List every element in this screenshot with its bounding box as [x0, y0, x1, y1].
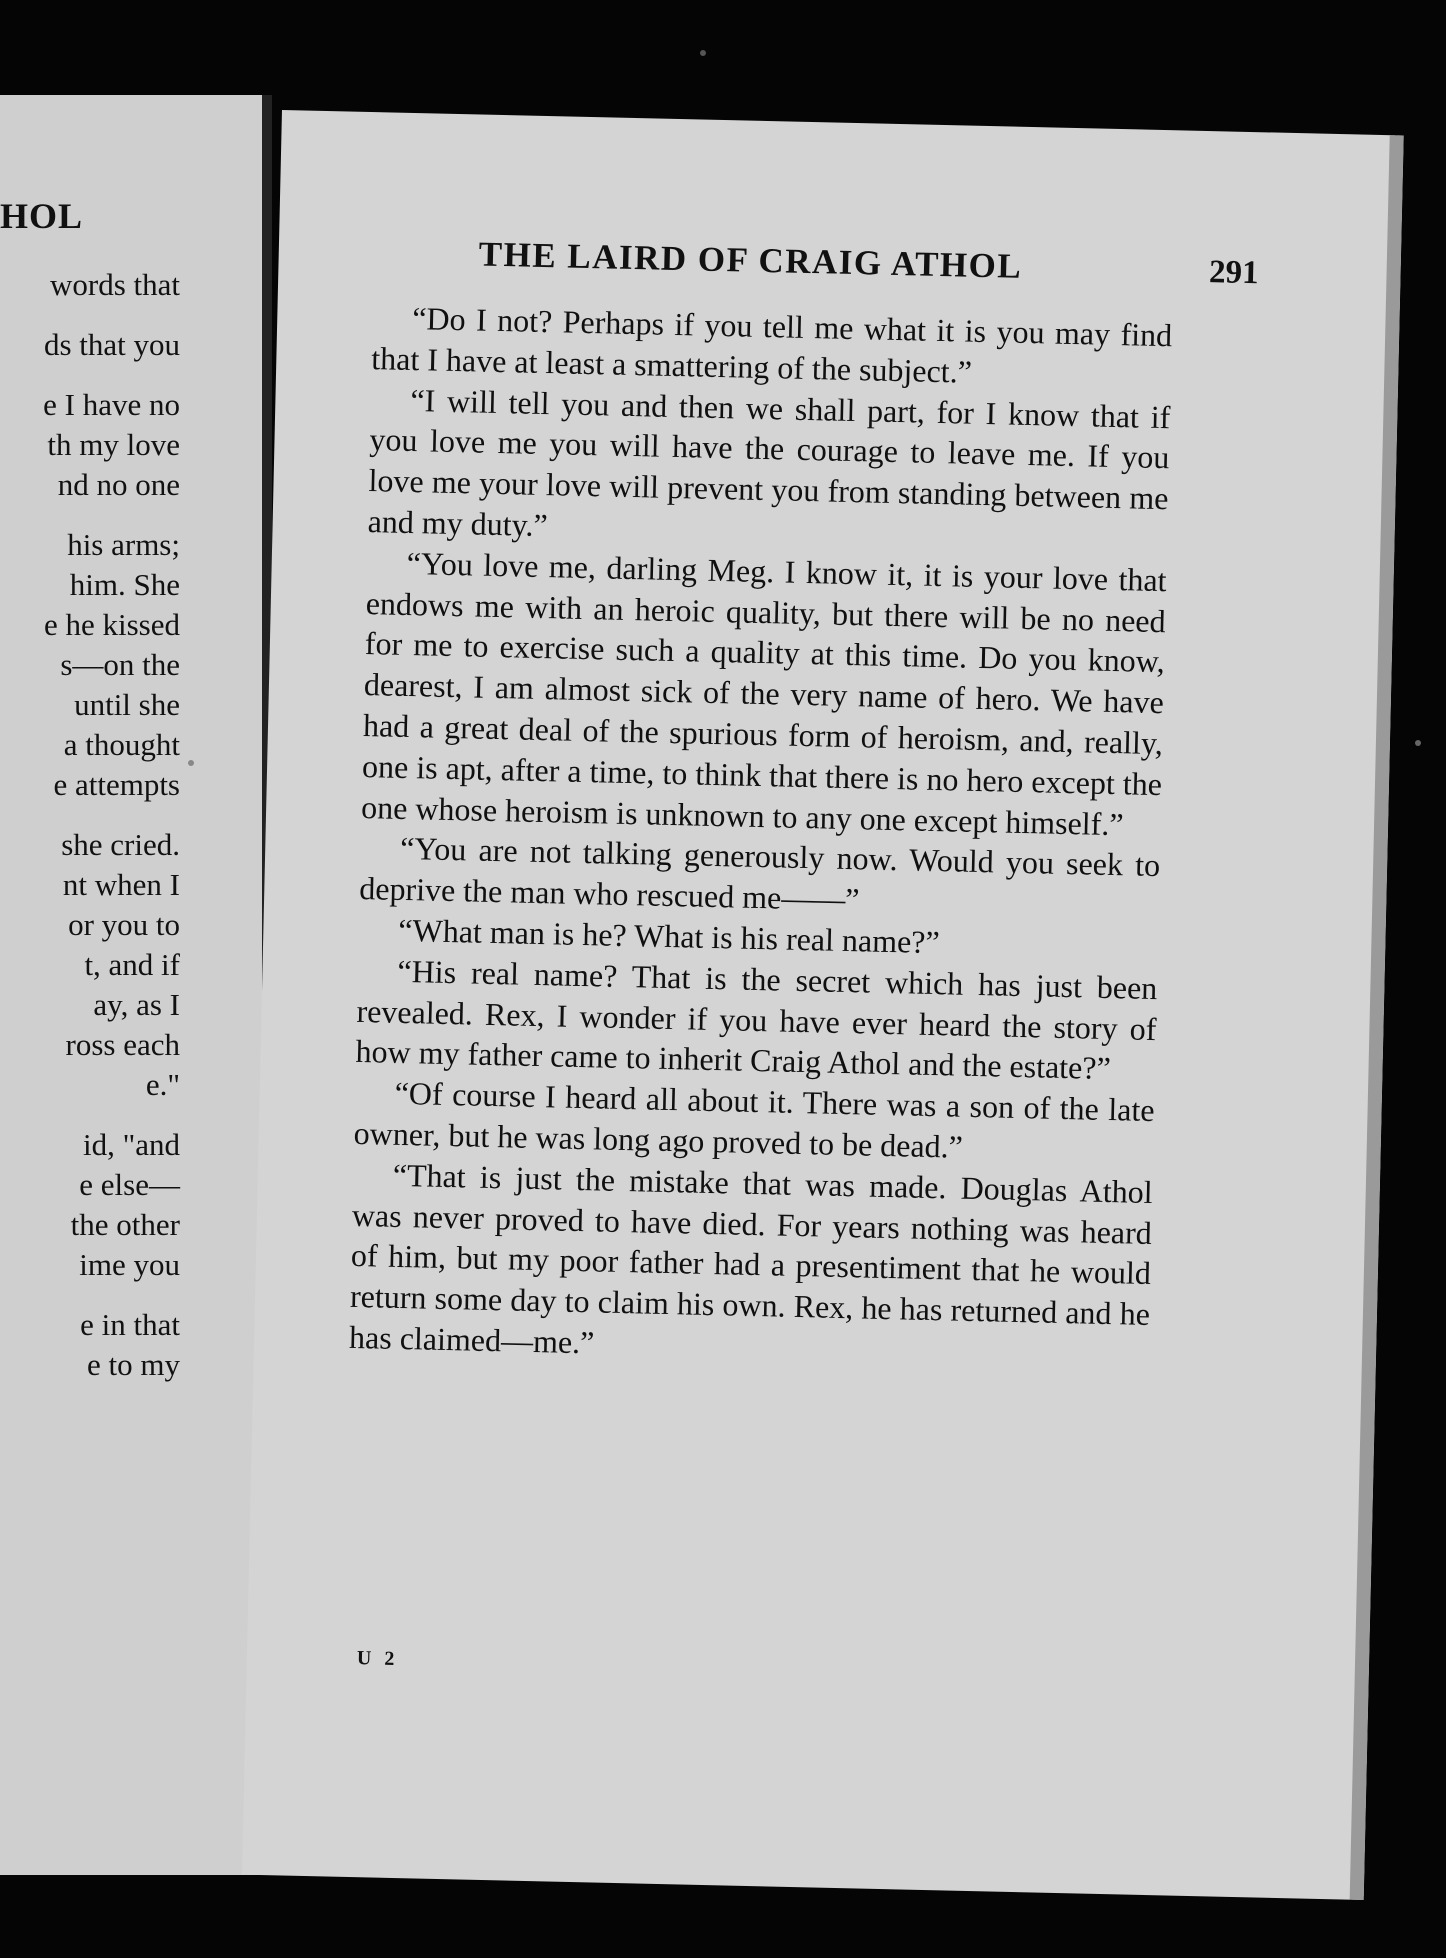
signature-mark: U 2: [356, 1647, 399, 1671]
previous-page-line: she cried.: [61, 827, 180, 862]
running-title: THE LAIRD OF CRAIG ATHOL: [478, 234, 1023, 286]
previous-page-line: his arms;: [67, 527, 180, 562]
previous-page-line: e I have no: [43, 387, 180, 422]
previous-page-line: e in that: [80, 1307, 180, 1342]
paragraph: “You are not talking generously now. Would you seek to deprive the man who rescued me——”: [358, 830, 1161, 918]
paragraph: “I will tell you and then we shall part, for I know that if you love me you will have the courage to leave me. If you love me your love will prevent you from standing between me and my duty.”: [367, 381, 1171, 544]
paragraph: “Do I not? Perhaps if you tell me what it is you may find that I have at least a smattering of the subject.”: [370, 300, 1173, 390]
previous-page-line: ime you: [79, 1247, 180, 1282]
previous-page-line: ross each: [65, 1027, 180, 1062]
previous-page-line: the other: [70, 1207, 180, 1242]
line-gap: [0, 305, 180, 325]
paragraph: “Of course I heard all about it. There was a son of the late owner, but he was long ago proved to be dead.”: [353, 1074, 1155, 1165]
line-gap: [0, 1285, 180, 1305]
current-page: [242, 110, 1404, 1900]
previous-page-line: t, and if: [84, 947, 180, 982]
previous-page-line: nt when I: [62, 867, 180, 902]
previous-page-line: him. She: [69, 567, 180, 602]
previous-page-line: e.": [145, 1067, 180, 1102]
paragraph: “His real name? That is the secret which has just been revealed. Rex, I wonder if you have ever heard the story of how my father came to inherit Craig Athol and the estate?”: [355, 952, 1158, 1087]
line-gap: [0, 365, 180, 385]
running-head: [478, 235, 1259, 293]
previous-page-line: id, "and: [82, 1127, 180, 1162]
line-gap: [0, 505, 180, 525]
previous-page: [0, 95, 272, 1875]
paragraph: “What man is he? What is his real name?”: [398, 911, 941, 961]
dust-speck: [1415, 740, 1421, 746]
dust-speck: [188, 760, 194, 766]
previous-page-text: [0, 265, 180, 1385]
previous-page-line: or you to: [68, 907, 180, 942]
previous-page-line: th my love: [47, 427, 180, 462]
previous-page-line: e he kissed: [43, 607, 180, 642]
paragraph: “That is just the mistake that was made. Douglas Athol was never proved to have died. For years nothing was heard of him, but my poor father had a presentiment that he would return some day to claim his own. Rex, he has returned and he has claimed—me.”: [348, 1156, 1154, 1361]
paragraph: “You love me, darling Meg. I know it, it is your love that endows me with an heroic quality, but there will be no need for me to exercise such a quality at this time. Do you know, dearest, I am almost sick of the very name of hero. We have had a great deal of the spurious form of heroism, and, really, one is apt, after a time, to think that there is no hero except the one whose heroism is unknown to any one except himself.”: [360, 544, 1167, 842]
previous-page-line: words that: [49, 267, 180, 302]
dust-speck: [700, 50, 706, 56]
previous-page-line: ay, as I: [93, 987, 180, 1022]
previous-page-line: nd no one: [57, 467, 180, 502]
previous-page-line: a thought: [63, 727, 180, 762]
previous-page-line: until she: [74, 687, 180, 722]
previous-page-line: e to my: [87, 1347, 180, 1382]
previous-page-line: s—on the: [60, 647, 180, 682]
page-number: 291: [1208, 254, 1259, 292]
previous-page-line: e else—: [79, 1167, 180, 1202]
previous-page-header: HOL: [0, 196, 84, 236]
line-gap: [0, 805, 180, 825]
previous-page-line: e attempts: [53, 767, 180, 802]
previous-page-line: ds that you: [43, 327, 180, 362]
body-text: [349, 297, 1173, 1376]
line-gap: [0, 1105, 180, 1125]
